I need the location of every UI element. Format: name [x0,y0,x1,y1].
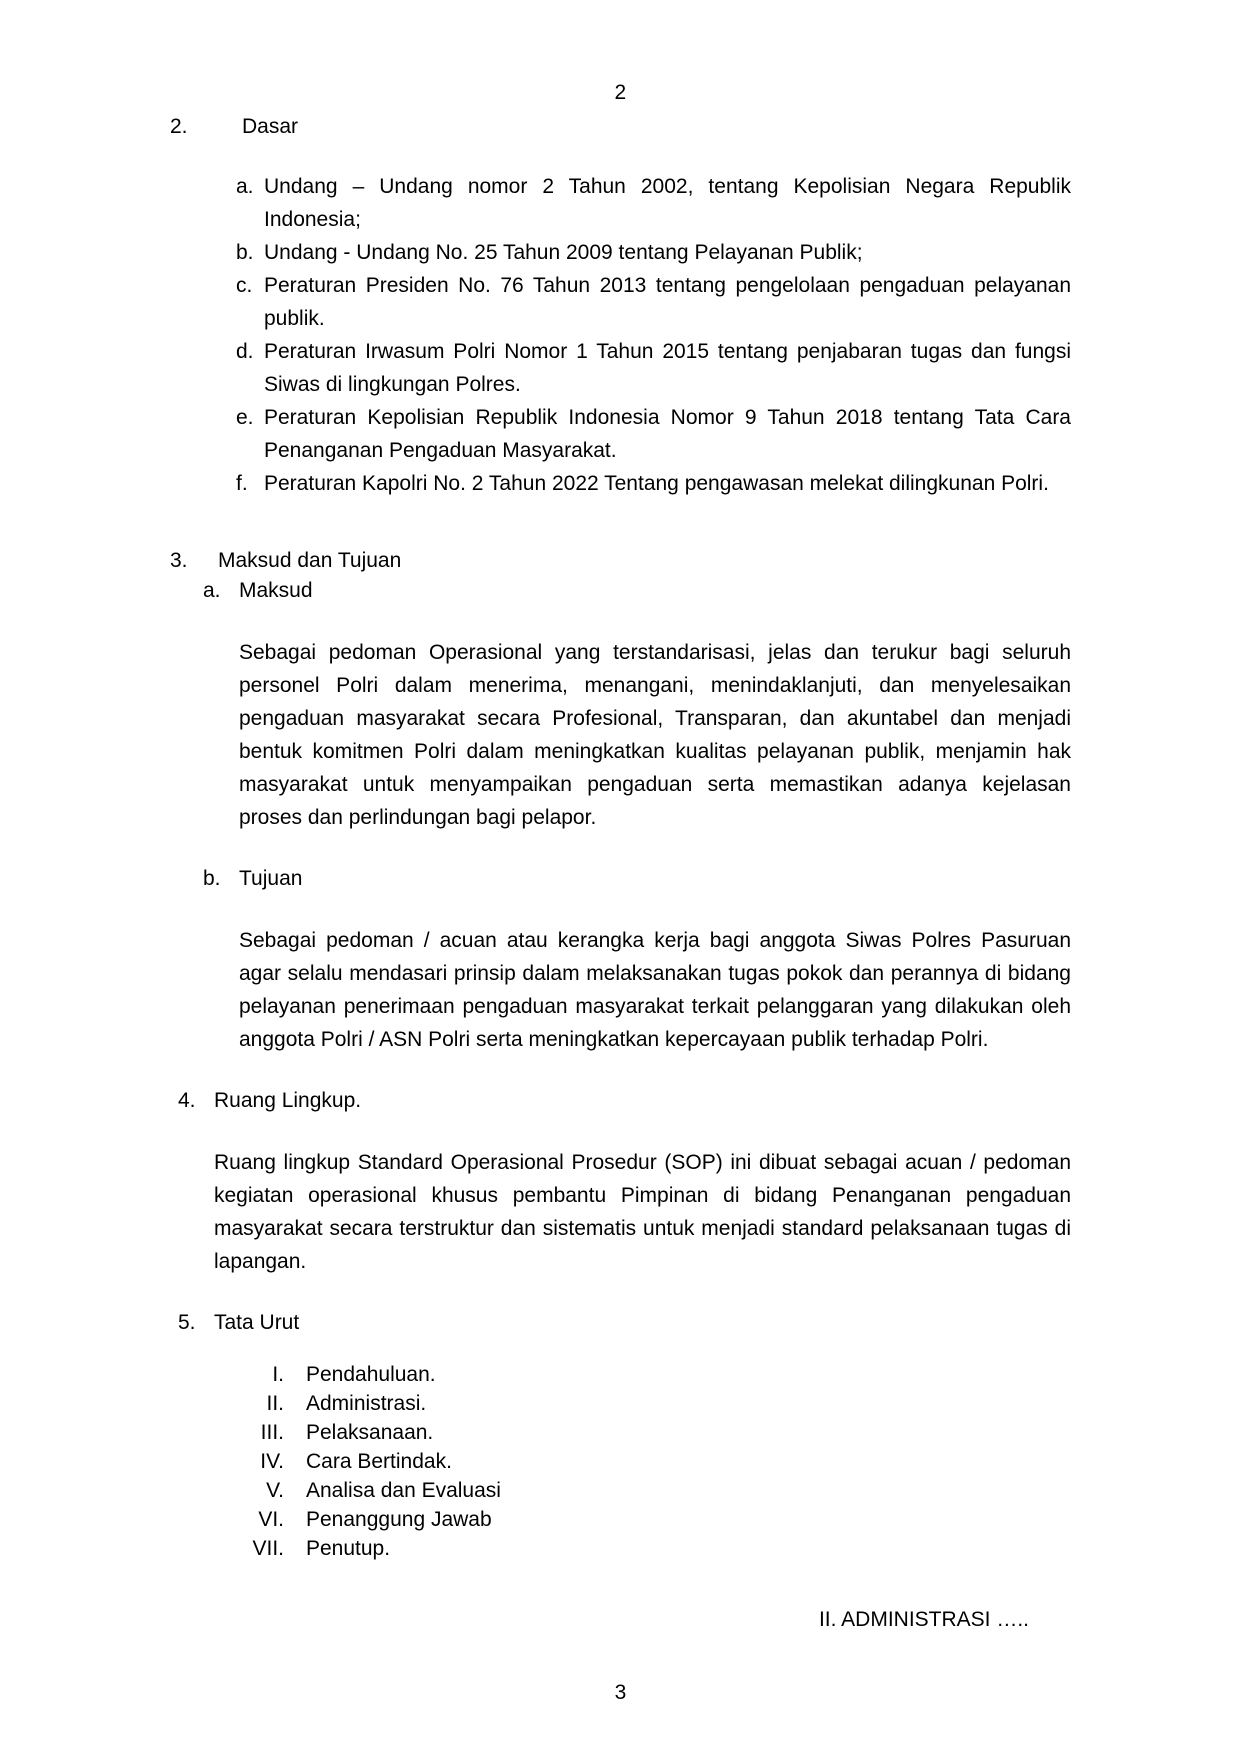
subsection-maksud-marker: a. [203,579,221,602]
section-dasar-heading [170,112,1071,142]
list-item [210,1447,1071,1476]
list-item-label: Analisa dan Evaluasi [306,1479,501,1502]
list-item-marker: e. [236,406,254,429]
subsection-tujuan-label: Tujuan [239,867,303,890]
section-dasar-title: Dasar [242,115,299,138]
list-item-numeral: VII. [252,1537,284,1560]
section-maksud-tujuan-number: 3. [170,549,188,572]
subsection-maksud-heading [170,576,1071,606]
list-item-numeral: VI. [258,1508,284,1531]
list-item [210,1389,1071,1418]
section-dasar-number: 2. [170,115,188,138]
section-maksud-tujuan-title: Maksud dan Tujuan [218,549,402,572]
list-item [210,1505,1071,1534]
list-item-marker: a. [236,175,254,198]
subsection-tujuan-marker: b. [203,867,221,890]
list-item [170,467,1071,500]
continuation-note: II. ADMINISTRASI ….. [818,1608,1029,1631]
list-item-marker: b. [236,241,254,264]
list-item-marker: d. [236,340,254,363]
list-item-marker: c. [236,274,253,297]
list-item-label: Pelaksanaan. [306,1421,434,1444]
list-item-text: Peraturan Kapolri No. 2 Tahun 2022 Tentang pengawasan melekat dilingkunan Polri. [264,472,1049,495]
list-item-marker: f. [236,472,248,495]
list-item [210,1534,1071,1563]
list-item-numeral: IV. [260,1450,284,1473]
list-item-label: Administrasi. [306,1392,427,1415]
section-tata-urut-title: Tata Urut [214,1311,300,1334]
list-item [170,335,1071,401]
section-tata-urut-number: 5. [178,1311,196,1334]
subsection-tujuan-heading [170,864,1071,894]
section-maksud-tujuan-heading [170,546,1071,576]
list-item-label: Penanggung Jawab [306,1508,492,1531]
section-maksud-tujuan [170,546,1071,1056]
section-ruang-lingkup-title: Ruang Lingkup. [214,1089,362,1112]
list-item-numeral: III. [260,1421,284,1444]
list-item [210,1360,1071,1389]
list-item-text: Undang – Undang nomor 2 Tahun 2002, tentang Kepolisian Negara Republik Indonesia; [264,175,1071,231]
list-item [170,269,1071,335]
list-item-numeral: V. [266,1479,284,1502]
list-item-numeral: I. [272,1363,284,1386]
paragraph-maksud: Sebagai pedoman Operasional yang terstandarisasi, jelas dan terukur bagi seluruh personel Polri dalam menerima, menangani, menindaklanjuti, dan menyelesaikan pengaduan masyarakat secara Profesional, Transparan, dan akuntabel dan menjadi bentuk komitmen Polri dalam meningkatkan kualitas pelayanan publik, menjamin hak masyarakat untuk menyampaikan pengaduan serta memastikan adanya kejelasan proses dan perlindungan bagi pelapor. [239,641,1071,829]
list-item-text: Undang - Undang No. 25 Tahun 2009 tentang Pelayanan Publik; [264,241,863,264]
list-item-text: Peraturan Kepolisian Republik Indonesia Nomor 9 Tahun 2018 tentang Tata Cara Penanganan Pengaduan Masyarakat. [264,406,1071,462]
list-item [170,170,1071,236]
list-item-label: Penutup. [306,1537,391,1560]
subsection-maksud-label: Maksud [239,579,313,602]
list-item-label: Cara Bertindak. [306,1450,452,1473]
list-item [170,401,1071,467]
section-ruang-lingkup-number: 4. [178,1089,196,1112]
list-item [170,236,1071,269]
list-item-text: Peraturan Presiden No. 76 Tahun 2013 tentang pengelolaan pengaduan pelayanan publik. [264,274,1071,330]
list-item [210,1476,1071,1505]
section-ruang-lingkup-heading [170,1086,1071,1116]
list-item [210,1418,1071,1447]
list-item-label: Pendahuluan. [306,1363,436,1386]
list-item-text: Peraturan Irwasum Polri Nomor 1 Tahun 2015 tentang penjabaran tugas dan fungsi Siwas di lingkungan Polres. [264,340,1071,396]
page-number-bottom: 3 [614,1681,627,1704]
paragraph-tujuan: Sebagai pedoman / acuan atau kerangka kerja bagi anggota Siwas Polres Pasuruan agar selalu mendasari prinsip dalam melaksanakan tugas pokok dan perannya di bidang pelayanan penerimaan pengaduan masyarakat terkait pelanggaran yang dilakukan oleh anggota Polri / ASN Polri serta meningkatkan kepercayaan publik terhadap Polri. [239,929,1071,1051]
section-tata-urut-heading [170,1308,1071,1338]
page-number-top: 2 [614,81,627,104]
list-item-numeral: II. [266,1392,284,1415]
paragraph-ruang-lingkup: Ruang lingkup Standard Operasional Prosedur (SOP) ini dibuat sebagai acuan / pedoman kegiatan operasional khusus pembantu Pimpinan di bidang Penanganan pengaduan masyarakat secara terstruktur dan sistematis untuk menjadi standard pelaksanaan tugas di lapangan. [214,1151,1071,1273]
dasar-list [170,170,1071,500]
tata-urut-list [170,1360,1071,1563]
